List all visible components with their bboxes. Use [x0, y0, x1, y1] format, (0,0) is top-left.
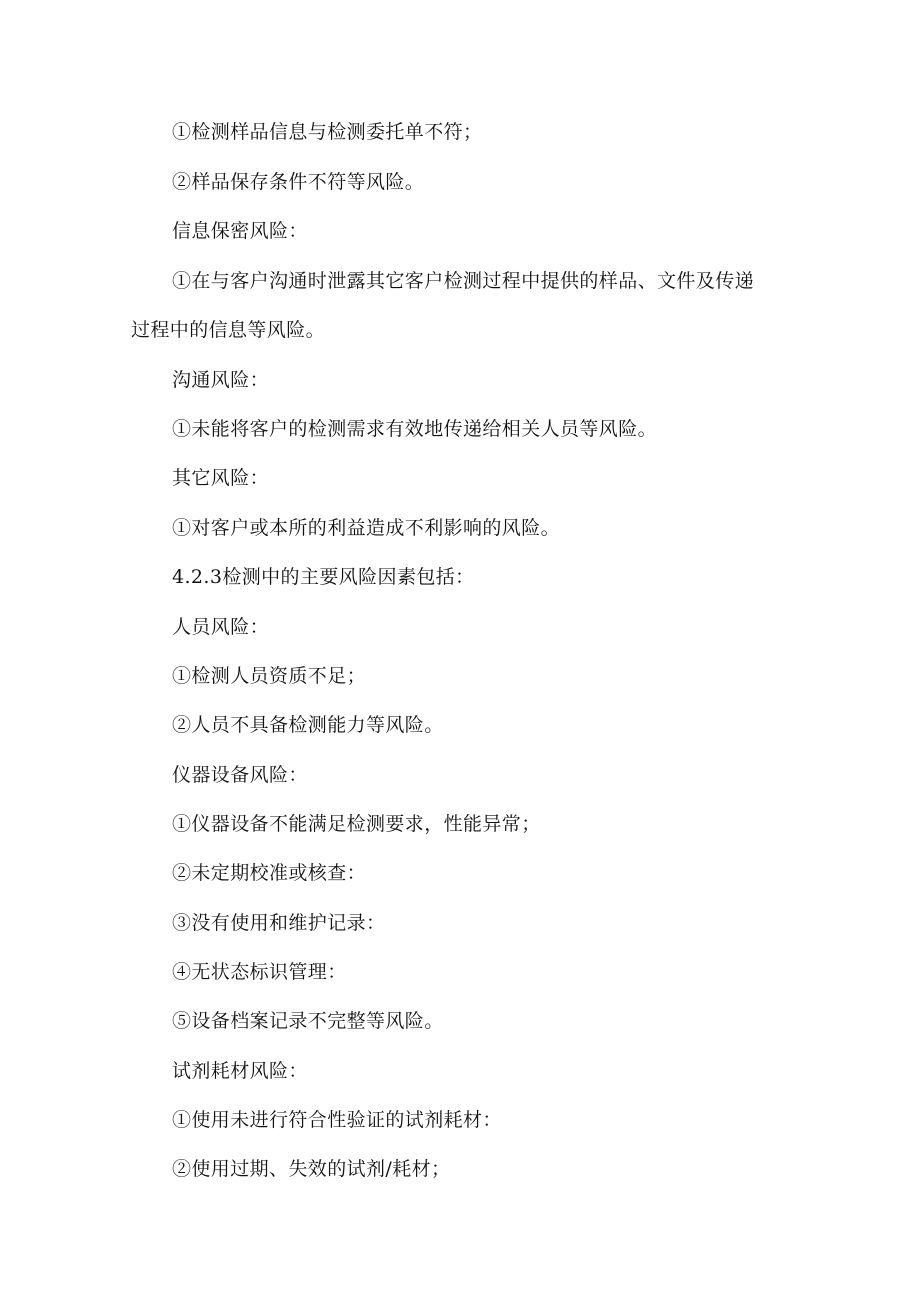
text-line: 过程中的信息等风险。	[131, 319, 326, 341]
text-line: ②未定期校准或核查：	[172, 862, 367, 884]
section-heading: 人员风险：	[172, 616, 270, 638]
section-heading: 仪器设备风险：	[172, 764, 308, 786]
text-line: ①对客户或本所的利益造成不利影响的风险。	[172, 517, 561, 539]
text-line: ②人员不具备检测能力等风险。	[172, 714, 444, 736]
text-line: ⑤设备档案记录不完整等风险。	[172, 1010, 444, 1032]
text-line: ①未能将客户的检测需求有效地传递给相关人员等风险。	[172, 418, 658, 440]
section-heading: 试剂耗材风险：	[172, 1060, 308, 1082]
text-line: ①在与客户沟通时泄露其它客户检测过程中提供的样品、文件及传递	[172, 270, 755, 292]
text-line: ①使用未进行符合性验证的试剂耗材：	[172, 1109, 502, 1131]
section-heading: 其它风险：	[172, 467, 270, 489]
text-line: ①检测样品信息与检测委托单不符；	[172, 121, 483, 143]
text-line: ①检测人员资质不足；	[172, 665, 367, 687]
text-line: ②使用过期、失效的试剂/耗材；	[172, 1158, 451, 1180]
text-line: ②样品保存条件不符等风险。	[172, 171, 425, 193]
section-heading: 沟通风险：	[172, 369, 270, 391]
text-line: ③没有使用和维护记录：	[172, 912, 386, 934]
section-heading: 4.2.3检测中的主要风险因素包括：	[172, 566, 475, 588]
section-heading: 信息保密风险：	[172, 220, 308, 242]
text-line: ④无状态标识管理：	[172, 961, 347, 983]
text-line: ①仪器设备不能满足检测要求，性能异常；	[172, 813, 541, 835]
